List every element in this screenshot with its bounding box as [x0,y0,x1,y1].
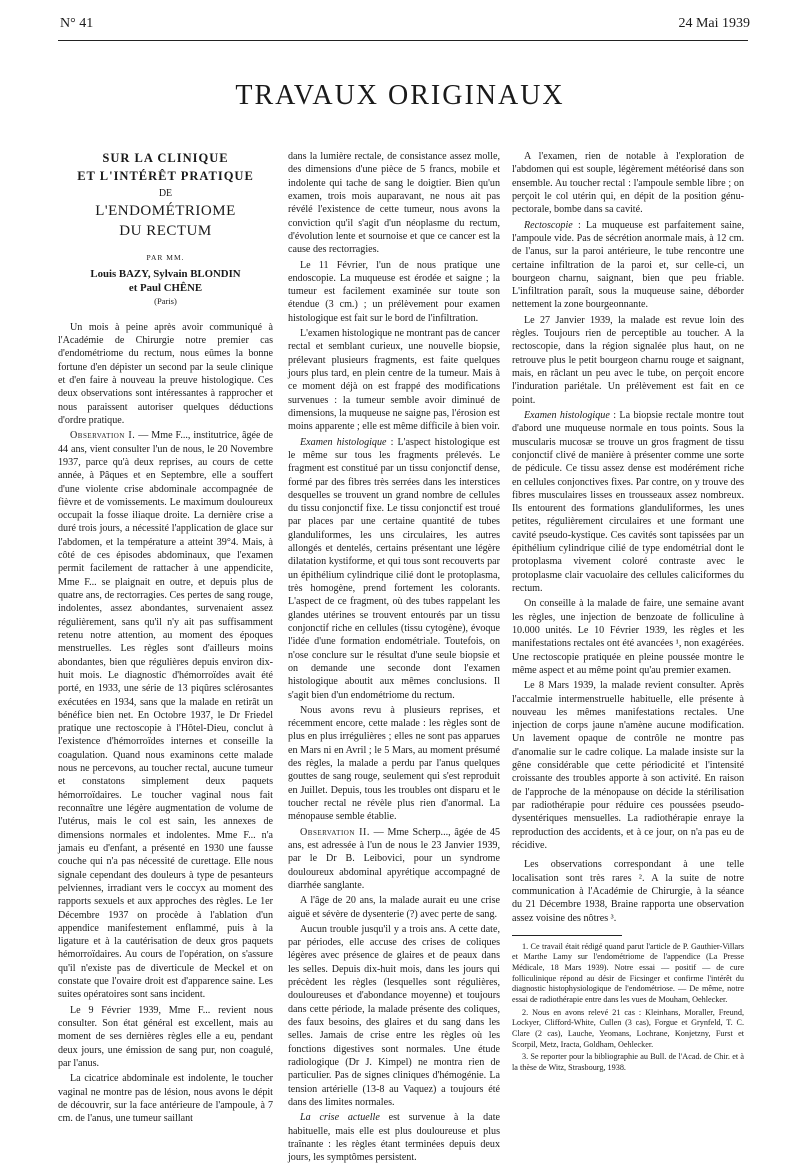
intro-paragraph: Un mois à peine après avoir communiqué à l'Académie de Chirurgie notre premier cas d'endométriome du rectum, nous eûmes la bonne fortune d'en dépister un second par la seule clinique et d'en faire à nouveau la preuve histologique. Ces deux observations sont intéressantes à rapprocher et nous paraissent autoriser quelques déductions d'ordre pratique. [58,321,273,426]
histology-1-paragraph [288,436,500,702]
authors-line-1: Louis BAZY, Sylvain BLONDIN [90,268,241,281]
col1-paragraph-2: Le 9 Février 1939, Mme F... revient nous consulter. Son état général est excellent, mais au moment de ses dernières règles elle a eu, pendant deux jours, une émission de sang pur, non coagulé, par l'anus. [58,1004,273,1069]
column-1 [58,150,273,1128]
col2-paragraph-1: dans la lumière rectale, de consistance assez molle, des dimensions d'une pièce de 5 francs, mobile et indolente qui tache de sang le doigtier. Bien qu'un examen, trois mois auparavant, ne nous ait pas révélé l'existence de cette tumeur, nous avons la conviction qu'il s'agit d'un néoplasme du rectum, d'évolution lente et sournoise et que ce cancer est la cause des rectorragies. [288,151,500,256]
col3-paragraph-5: On conseille à la malade de faire, une semaine avant les règles, une injection de benzoate de folliculine à 10.000 unités. Le 10 Février 1939, les règles et les manifestations rectales ont été avancées ¹, non exagérées. Une rectoscopie pratiquée en pleine poussée montre le même aspect et au même point qu'au premier examen. [512,598,744,676]
observation-1-text: — Mme F..., institutrice, âgée de 44 ans, vient consulter l'un de nous, le 20 Novembre 1937, parce qu'à deux reprises, au cours de cette année, à Pâques et en Septembre, elle a souffert d'une violente crise abdominale accompagnée de fièvre et de vomissements. Le maximum douloureux occupait la fosse iliaque droite. La dernière crise a duré trois jours, a nécessité l'application de glace sur l'abdomen, et la température a atteint 39°4. Mais, à côté de ces épisodes abdominaux, que l'examen permit facilement de rattacher à une appendicite, Mme F... se plaignait en outre, et depuis plus de quatre ans, de rectorragies. Ces pertes de sang rouge, indolentes, assez abondantes, survenaient assez régulièrement, sans qu'il n'y ait pas suffisamment retenu notre attention, au moment des époques menstruelles. Les règles sont d'ailleurs moins abondantes, bien que régulières depuis environ dix-huit mois. Le diagnostic d'hémorroïdes avait été porté, en 1933, une série de 13 piqûres sclérosantes exécutées en 1934, sans que la malade en retirât un bénéfice bien net. En Octobre 1937, le Dr Friedel pratique une rectoscopie à l'Hôtel-Dieu, conclut à l'existence d'hémorroïdes internes et conseille la coagulation. Quand nous examinons cette malade nous ne percevons, au toucher rectal, aucune tumeur et constatons simplement deux paquets hémorroïdaires. Le toucher vaginal nous fait reconnaître une légère augmentation de volume de l'utérus, mais le col est sain, les annexes de dimensions normales et indolentes. Mme F... n'a jamais eu d'enfant, a présenté en 1930 une fausse couche qui n'a pas nécessité de curettage. Elle nous signale cependant des douleurs à type de pesanteurs pelviennes, irradiant vers le coccyx au moment des rapports sexuels et aux approches des règles. Le 1er Décembre 1937 on procède à l'ablation d'un appendice manifestement enflammé, puis à la ligature et à la cautérisation de deux gros paquets hémorroïdaires. Au cours de l'opération, on s'assure qu'il n'existe pas de diverticule de Meckel et on constate que l'ovaire droit est d'apparence saine. Les suites opératoires sont sans incident. [58,430,273,1001]
col2-paragraph-8: Aucun trouble jusqu'il y a trois ans. A cette date, par périodes, elle accuse des crises de coliques légères avec présence de glaires et de peaux dans les selles. Depuis dix-huit mois, dans les jours qui précèdent les règles (lesquelles sont régulières, douloureuses et d'abondance moyenne) et toujours dans cette période, la malade présente des coliques, des faux besoins, des glaires et du sang dans les selles. Jamais de crise entre les règles où les fonctions digestives sont normales. Une étude radiologique (Dr J. Kimpel) ne montra rien de particulier. Pas de signes cliniques d'hémogénie. La tension artérielle (13-8 au Vaquez) a toujours été dans des limites normales. [288,923,500,1108]
observation-1-label: Observation I. [70,430,136,442]
authors-line-2: et Paul CHÊNE [128,282,203,295]
col2-paragraph-2: Le 11 Février, l'un de nous pratique une endoscopie. La muqueuse est érodée et saigne ; la tumeur est facilement examinée sur toute son étendue (3 cm.) ; un prélèvement pour examen histologique est fait sur le bord de l'infiltration. [288,259,500,324]
footnote-1: 1. Ce travail était rédigé quand parut l'article de P. Gauthier-Villars et Marthe Lamy sur l'endométriome de l'appendice (La Presse Médicale, 18 Mars 1939). Notre essai — positif — de cure folliculinique répond au désir de Ficsinger et confirme l'intérêt du diagnostic histophysiologique de l'endométriose. — De même, notre essai de radiothérapie entre dans les vues de Mouham, Oehlecker. [512,941,744,1005]
col1-paragraph-3: La cicatrice abdominale est indolente, le toucher vaginal ne montre pas de lésion, nous avons le dépit de découvrir, sur la face antérieure de l'ampoule, à 7 cm. de l'anus, une tumeur saillant [58,1073,273,1125]
footnote-2: 2. Nous en avons relevé 21 cas : Kleinhans, Moraller, Freund, Lockyer, Clifford-White, Cullen (3 cas), Forgue et Grynfeld, T. C. Clare (2 cas), Lauche, Yeomans, Lochrane, Konjetzny, Furst et Scorpil, Metz, Iracta, Goldham, Oehlecker. [512,1007,744,1049]
col3-paragraph-3: Le 27 Janvier 1939, la malade est revue loin des règles. Toujours rien de perceptible au toucher. A la rectoscopie, dans la région signalée plus haut, on ne retrouve plus le petit bourgeon charnu rouge et saignant, mais, en râclant un peu avec le tube, on perçoit encore l'induration pariétale. Un prélèvement est fait en ce point. [512,314,744,406]
issue-number: N° 41 [60,16,94,31]
issue-date: 24 Mai 1939 [678,16,750,31]
col2-paragraph-3: L'examen histologique ne montrant pas de cancer rectal et semblant curieux, une nouvelle biopsie, prélevant plusieurs fragments, est faite quelques jours plus tard, en plein centre de la tumeur. Mais à ce moment déjà on est frappé des modifications survenues : la tumeur semble avoir diminué de dimensions, la muqueuse ne saigne pas, l'érosion est moins apparente ; elle est même difficile à bien voir. [288,328,500,433]
author-affiliation: (Paris) [154,295,177,306]
section-rubric: TRAVAUX ORIGINAUX [235,80,565,111]
observation-2-paragraph [288,826,500,893]
col2-paragraph-5: Nous avons revu à plusieurs reprises, et récemment encore, cette malade : les règles sont de plus en plus irrégulières ; elles ne sont pas apparues en Mars ni en Avril ; le 5 Mars, au moment présumé des règles, la malade a perdu par l'anus quelques gouttes de sang rouge, seulement qui s'est reproduit en Juillet. Depuis, tous les troubles ont disparu et le toucher rectal ne révèle plus rien d'anormal. La ménopause semble établie. [288,704,500,823]
article-title-line-1: SUR LA CLINIQUE [102,151,229,165]
histology-2-text: : La biopsie rectale montre tout d'abord une muqueuse normale en tous points. Sous la muscularis mucosæ se trouve un gros fragment de tissu conjonctif clivé de manière à présenter comme une sorte de pédicule. Ce tissu assez dense est modérément riche en cellules conjonctives fixes. Par contre, on y trouve des fibres musculaires lisses en trousseaux assez nombreux. Ils entourent des formations glanduliformes, les unes petites, régulièrement circulaires et une formant une cavité pseudo-kystique. Ces cavités sont tapissées par un épithélium cylindrique cilié de type endométrial dont le protoplasma vivement coloré contraste avec le protoplasme clair vacuolaire des cellules caliciformes du rectum. [512,409,744,594]
rectoscopy-text: : La muqueuse est parfaitement saine, l'ampoule vide. Pas de sécrétion anormale mais, à 12 cm. de l'anus, sur la paroi antérieure, le tube rencontre une certaine infiltration de la paroi et, sur celle-ci, un bourgeon charnu, saignant, bien que peu friable. L'infiltration paraît, sous la muqueuse saine, déborder nettement la zone bourgeonnante. [512,219,744,311]
histology-1-label: Examen histologique [300,436,387,448]
histology-1-text: : L'aspect histologique est le même sur tous les fragments prélevés. Le fragment est constitué par un tissu conjonctif dense, formé par des fibres très serrées dans les interstices desquelles se trouvent un grand nombre de cellules du tissu conjonctif fixe. Le tissu conjonctif est troué par places par une certaine quantité de tubes glanduliformes, les uns circulaires, les autres allongés et dentelés, certains présentant une légère dilatation kystiforme, et qui tous sont recouverts par un épithélium cylindrique cilié dont le protoplasma, très homogène, prend fortement les colorants. L'aspect de ce fragment, où des tubes rappelant les glandes utérines se trouvent entourés par un tissu conjonctif riche en cellules (tissu cytogène), évoque l'idée d'une formation endométriale. Toutefois, on n'ose conclure sur le résultat d'une seule biopsie et on demande une seconde dont l'examen histologique aboutit aux mêmes conclusions. Il s'agit bien d'un endométriome du rectum. [288,436,500,701]
rectoscopy-paragraph [512,219,744,312]
article-title-line-2: ET L'INTÉRÊT PRATIQUE [77,168,254,183]
current-crisis-text: est survenue à la date habituelle, mais elle est plus douloureuse et plus traînante : les règles étant terminées depuis deux jours, les symptômes persistent. [288,1112,500,1164]
article-title-line-4: L'ENDOMÉTRIOME [95,203,236,220]
byline-prefix: PAR MM. [146,253,185,263]
header-rule [58,40,748,41]
col2-paragraph-7: A l'âge de 20 ans, la malade aurait eu une crise aiguë et sévère de dysenterie (?) avec perte de sang. [288,895,500,920]
current-crisis-paragraph [288,1111,500,1164]
column-3 [512,150,744,1076]
histology-2-label: Examen histologique [524,409,610,421]
article-title-line-5: DU RECTUM [119,222,212,239]
col3-paragraph-6: Le 8 Mars 1939, la malade revient consulter. Après l'accalmie intermenstruelle habituelle, elle présente à nouveau les mêmes manifestations rectales. Une injection de corps jaune n'amène aucune modification. Un lavement opaque de contrôle ne montre pas d'anomalie sur le cadre colique. La malade insiste sur la gêne considérable que cette périodicité et l'intensité croissante des troubles apporte à son activité. En raison de l'approche de la ménopause on décide la stérilisation par radiothérapie pour réduire ces poussées pseudo-dysentériques mensuelles. La radiothérapie enraye la reproduction des accidents, et à ce jour, on n'a pas eu de récidive. [512,680,744,851]
col3-paragraph-1: A l'examen, rien de notable à l'exploration de l'abdomen qui est souple, légèrement météorisé dans son ensemble. Au toucher rectal : l'ampoule semble libre ; on perçoit le col utérin qui, en dépit de la position génu-pectorale, bombe dans sa cavité. [512,151,744,216]
observation-2-text: — Mme Scherp..., âgée de 45 ans, est adressée à l'un de nous le 23 Janvier 1939, par le Dr B. Leibovici, pour un syndrome douloureux abdominal apyrétique accompagné de diarrhée sanglante. [288,826,501,891]
footnote-rule [512,935,622,936]
column-2 [288,150,500,1166]
observation-1-paragraph [58,429,273,1001]
histology-2-paragraph [512,409,744,595]
observation-2-label: Observation II. [300,826,370,838]
col3-paragraph-7: Les observations correspondant à une telle localisation sont très rares ². A la suite de notre communication à l'Académie de Chirurgie, à la séance du 21 Décembre 1938, Braine rapporta une observation assez voisine des nôtres ³. [512,859,744,924]
article-title-line-3: DE [158,188,173,199]
current-crisis-label: La crise actuelle [300,1112,380,1124]
rectoscopy-label: Rectoscopie [524,219,573,231]
footnote-3: 3. Se reporter pour la bibliographie au Bull. de l'Acad. de Chir. et à la thèse de Witz, Strasbourg, 1938. [512,1052,744,1073]
